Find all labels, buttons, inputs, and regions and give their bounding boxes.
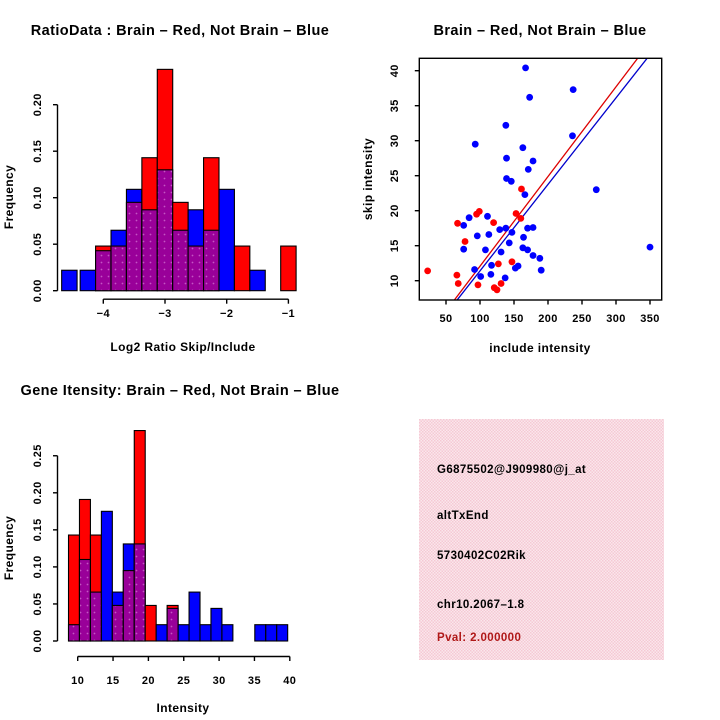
y-tick-label: 30 <box>389 134 401 148</box>
x-axis-label: include intensity <box>489 341 591 355</box>
x-tick-label: 300 <box>606 313 626 325</box>
y-tick-label: 15 <box>389 239 401 253</box>
fit-line-blue <box>457 58 647 300</box>
x-tick-label: 30 <box>212 675 226 687</box>
scatter-point-blue <box>498 249 505 256</box>
scatter-point-blue <box>488 262 495 269</box>
scatter-point-blue <box>526 94 533 101</box>
hist-bar-overlap <box>90 592 101 641</box>
gene-name-text: 5730402C02Rik <box>437 550 526 562</box>
scatter-point-blue <box>484 213 491 220</box>
scatter-point-red <box>476 208 483 215</box>
hist-bar-overlap <box>96 251 111 291</box>
scatter-point-blue <box>487 271 494 278</box>
x-tick-label: 50 <box>439 313 453 325</box>
scatter-point-red <box>475 282 482 289</box>
scatter-point-blue <box>520 234 527 241</box>
x-tick-label: 10 <box>71 675 85 687</box>
x-tick-label: 200 <box>538 313 558 325</box>
scatter-point-blue <box>509 229 516 236</box>
hist-bar-overlap <box>111 246 126 291</box>
x-tick-label: −3 <box>158 308 172 320</box>
y-tick-label: 0.10 <box>32 555 44 579</box>
scatter-point-blue <box>503 155 510 162</box>
scatter-point-blue <box>570 86 577 93</box>
scatter-point-blue <box>593 186 600 193</box>
x-tick-label: 25 <box>177 675 191 687</box>
hist-bar-blue <box>266 625 277 641</box>
x-tick-label: 20 <box>141 675 155 687</box>
x-axis-label: Intensity <box>156 701 210 715</box>
chart-title: RatioData : Brain – Red, Not Brain – Blue <box>30 23 330 39</box>
x-tick-label: −2 <box>220 308 234 320</box>
scatter-point-blue <box>485 231 492 238</box>
fit-lines <box>454 58 647 300</box>
hist-bar-overlap <box>188 246 203 291</box>
hist-bar-blue <box>222 625 233 641</box>
x-tick-label: 350 <box>640 313 660 325</box>
y-tick-label: 40 <box>389 64 401 78</box>
y-tick-label: 0.25 <box>32 444 44 468</box>
hist-bar-overlap <box>79 559 90 641</box>
y-tick-label: 0.00 <box>32 629 44 653</box>
x-tick-label: 100 <box>470 313 490 325</box>
hist-bar-blue <box>156 625 167 641</box>
scatter-point-blue <box>502 225 509 232</box>
hist-bar-blue <box>189 592 200 641</box>
y-tick-label: 0.20 <box>32 481 44 505</box>
scatter-point-red <box>462 238 469 245</box>
hist-bar-overlap <box>157 170 172 291</box>
fit-line-red <box>454 58 638 300</box>
hist-bar-overlap <box>134 544 145 641</box>
hist-bar-overlap <box>123 571 134 641</box>
scatter-point-blue <box>569 132 576 139</box>
scatter-point-blue <box>525 166 532 173</box>
scatter-point-red <box>494 286 501 293</box>
hist-bar-blue <box>277 625 288 641</box>
chart-title: Gene Itensity: Brain – Red, Not Brain – Blue <box>20 383 340 399</box>
x-tick-label: 250 <box>572 313 592 325</box>
scatter-point-blue <box>530 252 537 259</box>
y-axis-label: Frequency <box>2 515 16 581</box>
scatter-point-blue <box>524 247 531 254</box>
x-tick-label: −4 <box>96 308 110 320</box>
x-tick-label: 150 <box>504 313 524 325</box>
scatter-point-blue <box>522 65 529 72</box>
hist-bar-overlap <box>204 230 219 290</box>
hist-bar-blue <box>255 625 266 641</box>
scatter-point-blue <box>466 214 473 221</box>
scatter-point-red <box>495 261 502 268</box>
scatter-point-blue <box>530 224 537 231</box>
y-tick-label: 35 <box>389 99 401 113</box>
scatter-point-blue <box>519 144 526 151</box>
hist-bar-blue <box>219 189 234 290</box>
hist-bar-blue <box>80 270 95 290</box>
hist-bar-blue <box>200 625 211 641</box>
gene-info-panel <box>419 419 664 660</box>
x-tick-label: 15 <box>106 675 120 687</box>
hist-bar-blue <box>62 270 77 290</box>
y-tick-label: 0.00 <box>32 279 44 303</box>
scatter-point-blue <box>496 226 503 233</box>
y-axis-label: skip intensity <box>361 137 375 221</box>
y-tick-label: 0.15 <box>32 518 44 542</box>
probe-id-text: G6875502@J909980@j_at <box>437 464 587 476</box>
hist-bar-red <box>234 246 249 291</box>
scatter-point-red <box>454 220 461 227</box>
hist-bar-overlap <box>126 202 141 290</box>
scatter-point-blue <box>477 273 484 280</box>
hist-bar-blue <box>101 511 112 641</box>
scatter-point-blue <box>506 240 513 247</box>
scatter-point-blue <box>538 267 545 274</box>
scatter-point-red <box>424 268 431 275</box>
event-type-text: altTxEnd <box>437 510 489 522</box>
x-axis-label: Log2 Ratio Skip/Include <box>110 340 256 354</box>
scatter-point-blue <box>460 246 467 253</box>
scatter-point-blue <box>647 244 654 251</box>
scatter-point-blue <box>530 158 537 165</box>
scatter-point-blue <box>502 122 509 129</box>
scatter-point-blue <box>502 275 509 282</box>
scatter-point-red <box>453 272 460 279</box>
y-tick-label: 20 <box>389 204 401 218</box>
scatter-point-blue <box>536 255 543 262</box>
location-text: chr10.2067–1.8 <box>437 599 525 611</box>
y-tick-label: 0.05 <box>32 592 44 616</box>
x-tick-label: 35 <box>247 675 261 687</box>
hist-bar-overlap <box>167 608 178 641</box>
hist-bar-overlap <box>142 210 157 291</box>
scatter-point-red <box>518 186 525 193</box>
hist-bar-overlap <box>112 605 123 641</box>
y-axis-label: Frequency <box>2 164 16 230</box>
scatter-point-blue <box>460 222 467 229</box>
plot-box <box>419 58 661 300</box>
y-tick-label: 0.15 <box>32 139 44 163</box>
scatter-point-red <box>498 280 505 287</box>
scatter-point-red <box>509 258 516 265</box>
x-tick-label: 40 <box>283 675 297 687</box>
x-tick-label: −1 <box>281 308 296 320</box>
hist-bar-blue <box>211 608 222 641</box>
y-tick-label: 25 <box>389 169 401 183</box>
hist-bar-blue <box>178 625 189 641</box>
hist-bar-overlap <box>69 625 80 641</box>
y-tick-label: 0.20 <box>32 93 44 117</box>
scatter-point-red <box>490 219 497 226</box>
y-tick-label: 10 <box>389 274 401 288</box>
scatter-point-blue <box>508 178 515 185</box>
scatter-point-blue <box>474 233 481 240</box>
scatter-point-blue <box>482 247 489 254</box>
scatter-point-blue <box>512 265 519 272</box>
y-tick-label: 0.05 <box>32 232 44 256</box>
scatter-point-red <box>513 210 520 217</box>
scatter-point-blue <box>471 266 478 273</box>
y-tick-label: 0.10 <box>32 186 44 210</box>
scatter-point-blue <box>472 141 479 148</box>
scatter-point-red <box>455 280 462 287</box>
scatter-point-red <box>517 215 524 222</box>
pval-text: Pval: 2.000000 <box>437 632 522 644</box>
hist-bar-red <box>145 605 156 641</box>
hist-bar-overlap <box>173 230 188 290</box>
hist-bar-blue <box>250 270 265 290</box>
chart-title: Brain – Red, Not Brain – Blue <box>433 23 647 39</box>
hist-bar-red <box>281 246 296 291</box>
